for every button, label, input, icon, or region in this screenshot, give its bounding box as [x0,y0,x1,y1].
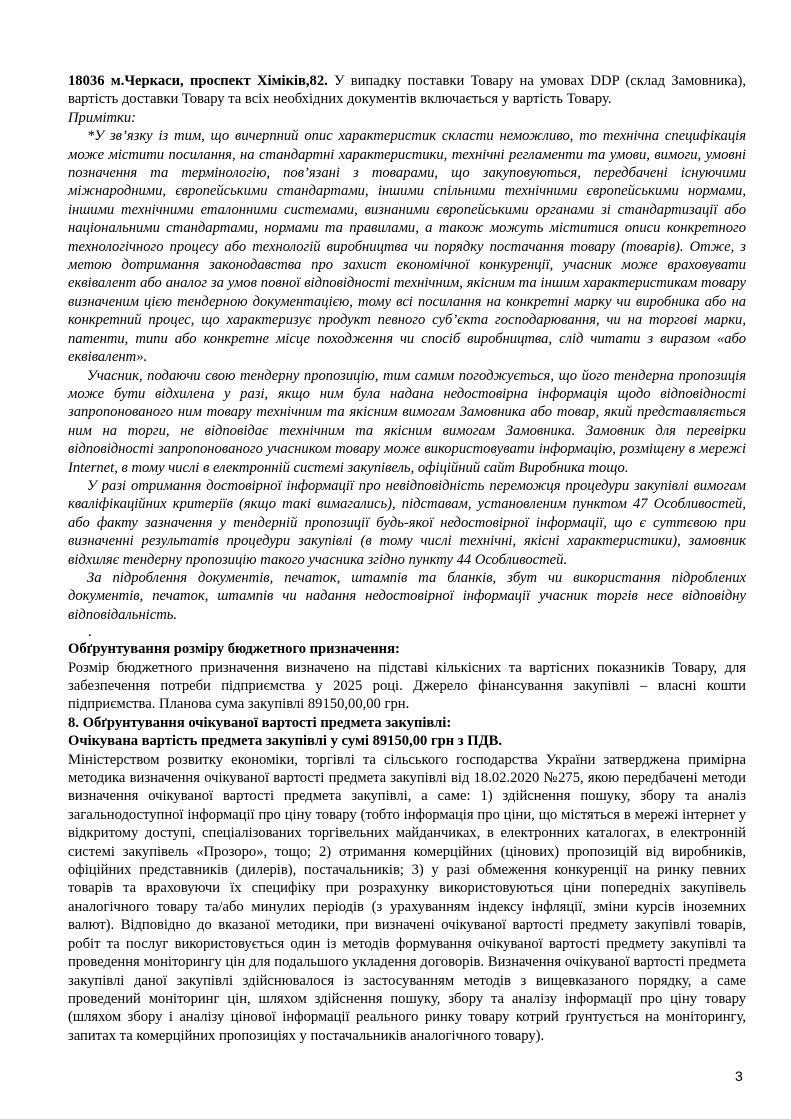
notes-paragraph-disqualification: У разі отримання достовірної інформації про невідповідність переможця процедури закупівлі вимогам кваліфікаційних критеріїв (якщо такі вимагались), підставам, установленим пунктом 47 Особливостей, або факту зазначення у тендерній пропозиції будь-якої недостовірної інформації, що є суттєвою при визначенні результатів процедури закупівлі (в тому числі технічні, якісні характеристики), замовник відхиляє тендерну пропозицію такого учасника згідно пункту 44 Особливостей. [68,477,746,568]
notes-heading: Примітки: [68,109,137,126]
delivery-address: 18036 м.Черкаси, проспект Хіміків,82. [68,73,328,89]
expected-value-subheading: Очікувана вартість предмета закупівлі у сумі 89150,00 грн з ПДВ. [68,733,503,750]
delivery-terms: У випадку поставки Товару на умовах DDP (склад Замовника), вартість доставки Товару та всіх необхідних документів включається у вартість Товару. [68,73,746,108]
delivery-paragraph [68,72,746,109]
page-number: 3 [735,1068,743,1084]
stray-dot: . [88,624,92,641]
notes-paragraph-rejection: Учасник, подаючи свою тендерну пропозицію, тим самим погоджується, що його тендерна пропозиція може бути відхилена у разі, якщо ним була надана недостовірна інформація щодо відповідності запропонованого ним товару технічним та якісним вимогам Замовника або товар, який представляється ним на торги, не відповідає технічним та якісним вимогам Замовника. Замовник для перевірки відповідності запропонованого учасником товару може використовувати інформацію, розміщену в мережі Internet, в тому числі в електронній системі закупівель, офіційний сайт Виробника тощо. [68,367,746,476]
section-8-heading: 8. Обґрунтування очікуваної вартості предмета закупівлі: [68,714,452,731]
budget-heading: Обґрунтування розміру бюджетного призначення: [68,641,400,658]
budget-text: Розмір бюджетного призначення визначено на підставі кількісних та вартісних показників Товару, для забезпечення потреби підприємства у 2025 році. Джерело фінансування закупівлі – власні кошти підприємства. Планова сума закупівлі 89150,00,00 грн. [68,659,746,713]
notes-paragraph-equivalent: *У зв’язку із тим, що вичерпний опис характеристик скласти неможливо, то технічна специфікація може містити посилання, на стандартні характеристики, технічні регламенти та умови, вимоги, умовні позначення та термінологію, пов’язані з товарами, що закуповуються, передбачені існуючими міжнародними, європейськими стандартами, іншими спільними технічними європейськими нормами, іншими технічними еталонними системами, визнаними європейськими органами зі стандартизації або національними стандартами, нормами та правилами, а також можуть міститися описи конкретного технологічного процесу або технологій виробництва чи порядку постачання товару (товарів). Отже, з метою дотримання законодавства про захист економічної конкуренції, учасник може враховувати еквівалент або аналог за умов повної відповідності технічним, якісним та іншим характеристикам товару визначеним цією тендерною документацією, тому всі посилання на конкретні марку чи виробника або на конкретний процес, що характеризує продукт певного суб’єкта господарювання, чи на торгові марки, патенти, типи або конкретне місце походження чи спосіб виробництва, слід читати з виразом «або еквівалент». [68,128,746,366]
notes-paragraph-liability: За підроблення документів, печаток, штампів та бланків, збут чи використання підроблених документів, печаток, штампів чи надання недостовірної інформації учасник торгів несе відповідну відповідальність. [68,569,746,623]
document-page [68,72,746,1045]
methodology-text: Міністерством розвитку економіки, торгівлі та сільського господарства України затверджена примірна методика визначення очікуваної вартості предмета закупівлі від 18.02.2020 №275, якою передбачені методи визначення очікуваної вартості предмета закупівлі, а саме: 1) здійснення пошуку, збору та аналіз загальнодоступної інформації про ціну товару (тобто інформація про ціни, що містяться в мережі інтернет у відкритому доступі, спеціалізованих торгівельних майданчиках, в електронних каталогах, в електронній системі закупівель «Прозоро», тощо; 2) отримання комерційних (цінових) пропозицій від виробників, офіційних представників (дилерів), постачальників; 3) у разі обмеження конкуренції на ринку певних товарів та враховуючи їх специфіку при розрахунку використовуються ціни попередніх закупівель аналогічного товару та/або минулих періодів (з урахуванням індексу інфляції, зміни курсів іноземних валют). Відповідно до вказаної методики, при визначені очікуваної вартості предмету закупівлі товарів, робіт та послуг використовується один із методів формування очікуваної вартості предмету закупівлі та проведення моніторингу цін для подальшого укладення договорів. Визначення очікуваної вартості предмета закупівлі даної закупівлі здійснювалося із застосуванням методів з вищевказаного порядку, а саме проведений моніторинг цін, шляхом здійснення пошуку, збору та аналізу інформації про ціну товару (шляхом збору і аналізу цінової інформації реального ринку товару котрий ґрунтується на моніторингу, запитах та комерційних пропозиціях у постачальників аналогічного товару). [68,751,746,1044]
